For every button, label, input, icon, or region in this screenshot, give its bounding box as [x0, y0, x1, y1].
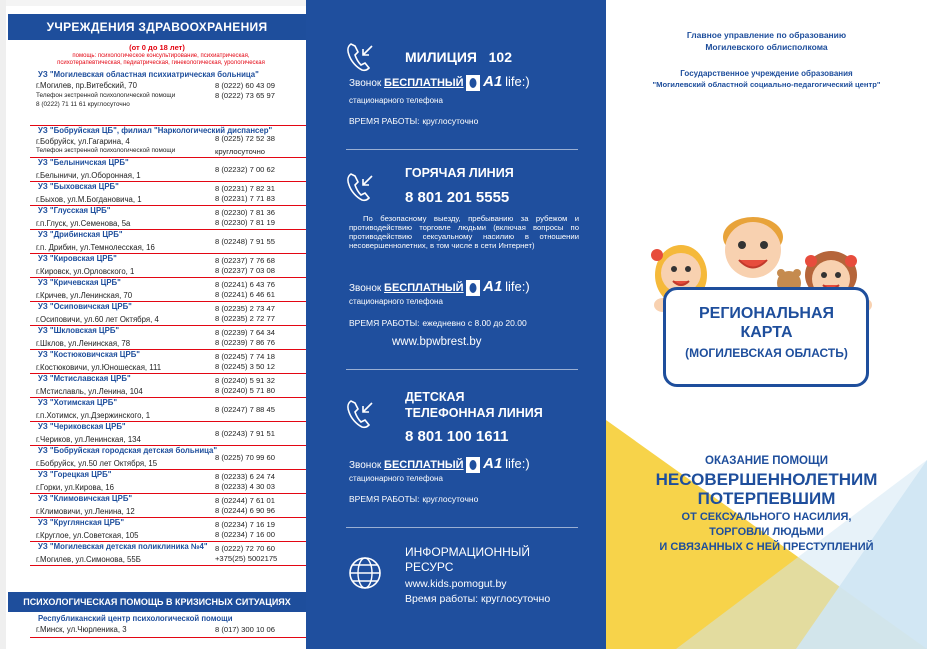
institution-phone-2: 8 (02237) 7 03 08 [215, 266, 275, 275]
org1-line1: Главное управление по образованию [686, 30, 847, 40]
institution-name: УЗ "Белыничская ЦРБ" [38, 158, 129, 167]
institution-entry [30, 278, 306, 302]
institution-phone-2: 8 (02241) 6 46 61 [215, 290, 275, 299]
child-line-hours [349, 494, 478, 505]
call-prefix: Звонок [349, 283, 382, 294]
crisis-entry-phone: 8 (017) 300 10 06 [215, 625, 275, 634]
institution-name: УЗ "Горецкая ЦРБ" [38, 470, 112, 479]
operator-mts-icon [466, 75, 480, 91]
child-line-title-2: ТЕЛЕФОННАЯ ЛИНИЯ [405, 406, 543, 420]
institution-phone: 8 (02247) 7 88 45 [215, 405, 275, 414]
child-line-number: 8 801 100 1611 [405, 428, 509, 445]
institution-address: г.Кричев, ул.Ленинская, 70 [36, 291, 133, 300]
operator-a1-icon: A1 [483, 278, 503, 295]
institution-name: УЗ "Осиповичская ЦРБ" [38, 302, 132, 311]
institution-name: УЗ "Бобруйская ЦБ", филиал "Наркологический диспансер" [38, 126, 273, 135]
card-title-2: КАРТА [740, 324, 793, 341]
police-call-suffix: стационарного телефона [349, 96, 443, 105]
institution-phone-2: 8 (02233) 4 30 03 [215, 482, 275, 491]
institution-phone: 8 (0225) 70 99 60 [215, 453, 275, 462]
institution-phone-2: 8 (02244) 6 90 96 [215, 506, 275, 515]
institution-name: УЗ "Костюковичская ЦРБ" [38, 350, 140, 359]
call-free: БЕСПЛАТНЫЙ [384, 282, 464, 294]
institution-entry [30, 206, 306, 230]
hours-label: ВРЕМЯ РАБОТЫ: [349, 494, 420, 504]
institution-phone: 8 (02232) 7 00 62 [215, 165, 275, 174]
call-prefix: Звонок [349, 460, 382, 471]
emergency-line-label: Телефон экстренной психологической помощи [36, 92, 176, 99]
institution-phone-2: 8 (02235) 2 72 77 [215, 314, 275, 323]
hotline-call-suffix: стационарного телефона [349, 297, 443, 306]
institution-name: УЗ "Кировская ЦРБ" [38, 254, 117, 263]
institution-address: г.Бобруйск, ул.50 лет Октября, 15 [36, 459, 158, 468]
institution-phone: 8 (02234) 7 16 19 [215, 520, 275, 529]
call-free: БЕСПЛАТНЫЙ [384, 77, 464, 89]
phone-call-icon [346, 40, 374, 72]
police-number: 102 [488, 49, 512, 65]
institution-address: г.п. Дрибин, ул.Темнолесская, 16 [36, 243, 155, 252]
help-line-6: И СВЯЗАННЫХ С НЕЙ ПРЕСТУПЛЕНИЙ [659, 541, 874, 553]
institution-name: УЗ "Мстиславская ЦРБ" [38, 374, 131, 383]
help-line-5: ТОРГОВЛИ ЛЮДЬМИ [709, 526, 824, 538]
institution-name: УЗ "Круглянская ЦРБ" [38, 518, 125, 527]
institution-phone: 8 (02244) 7 61 01 [215, 496, 275, 505]
institution-name: УЗ "Быховская ЦРБ" [38, 182, 119, 191]
child-line-call-info [349, 455, 530, 473]
institution-address: г.Бобруйск, ул.Гагарина, 4 [36, 137, 130, 146]
institution-phone-2: 8 (02245) 3 50 12 [215, 362, 275, 371]
hours-value: круглосуточно [422, 494, 479, 504]
left-panel [8, 6, 306, 649]
page-left-margin [0, 0, 6, 649]
institution-entry [30, 446, 306, 470]
institution-name: УЗ "Бобруйская городская детская больница" [38, 446, 218, 455]
institution-entry [30, 374, 306, 398]
hotline-hours [349, 318, 527, 329]
card-title-3: (МОГИЛЕВСКАЯ ОБЛАСТЬ) [685, 346, 848, 360]
help-line-2: НЕСОВЕРШЕННОЛЕТНИМ [655, 470, 878, 489]
institution-address: г.п.Глуск, ул.Семенова, 5а [36, 219, 131, 228]
phone-call-icon [346, 397, 374, 429]
institution-name: УЗ "Хотимская ЦРБ" [38, 398, 118, 407]
divider [346, 369, 578, 370]
institution-address: г.Костюковичи, ул.Юношеская, 111 [36, 363, 162, 372]
card-title-1: РЕГИОНАЛЬНАЯ [699, 305, 834, 322]
institution-name: УЗ "Чериковская ЦРБ" [38, 422, 126, 431]
institution-address: г.Чериков, ул.Ленинская, 134 [36, 435, 141, 444]
institution-address: г.Кировск, ул.Орловского, 1 [36, 267, 135, 276]
info-hours: Время работы: круглосуточно [405, 593, 551, 605]
hotline-website[interactable]: www.bpwbrest.by [392, 336, 482, 348]
institution-name: УЗ "Могилевская детская поликлиника №4" [38, 542, 208, 551]
institution-phone-2: 8 (02240) 5 71 80 [215, 386, 275, 395]
hours-label: ВРЕМЯ РАБОТЫ: [349, 116, 420, 126]
institution-entry [30, 350, 306, 374]
police-call-info [349, 73, 530, 91]
police-label: МИЛИЦИЯ [405, 49, 477, 65]
info-title-2: РЕСУРС [405, 560, 454, 574]
institution-entry [30, 254, 306, 278]
middle-panel [306, 0, 606, 649]
institution-phone-2: 8 (02231) 7 71 83 [215, 194, 275, 203]
institution-phone: 8 (02237) 7 76 68 [215, 256, 275, 265]
emergency-line-label: Телефон экстренной психологической помощи [36, 147, 176, 154]
services-description [22, 53, 300, 67]
help-line-1: ОКАЗАНИЕ ПОМОЩИ [705, 455, 828, 467]
operator-life-icon: life:) [505, 74, 530, 89]
org2-line2: "Могилевский областной социально-педагогический центр" [652, 80, 881, 89]
institution-address: г.Климовичи, ул.Ленина, 12 [36, 507, 135, 516]
org1-line2: Могилевского облисполкома [705, 42, 828, 52]
help-line-4: ОТ СЕКСУАЛЬНОГО НАСИЛИЯ, [681, 511, 852, 523]
operator-mts-icon [466, 280, 480, 296]
crisis-entry [30, 614, 306, 638]
hotline-number: 8 801 201 5555 [405, 189, 510, 206]
operator-mts-icon [466, 457, 480, 473]
globe-icon [348, 556, 382, 590]
emergency-line-hours: круглосуточно [215, 147, 266, 156]
crisis-header: ПСИХОЛОГИЧЕСКАЯ ПОМОЩЬ В КРИЗИСНЫХ СИТУАЦИЯХ [8, 592, 306, 612]
institution-phone-2: 8 (02230) 7 81 19 [215, 218, 275, 227]
institution-phone: 8 (0225) 72 52 38 [215, 134, 275, 143]
police-title [405, 49, 512, 65]
institution-address: г.Могилев, пр.Витебский, 70 [36, 81, 137, 90]
institution-entry [30, 398, 306, 422]
child-line-call-suffix: стационарного телефона [349, 474, 443, 483]
police-hours [349, 116, 478, 127]
institution-name: УЗ "Кричевская ЦРБ" [38, 278, 121, 287]
institution-name: УЗ "Глусская ЦРБ" [38, 206, 111, 215]
institution-address: г.Шклов, ул.Ленинская, 78 [36, 339, 131, 348]
age-range: (от 0 до 18 лет) [129, 43, 185, 52]
institution-entry [30, 494, 306, 518]
institution-phone: 8 (02230) 7 81 36 [215, 208, 275, 217]
institution-phone: 8 (02240) 5 91 32 [215, 376, 275, 385]
institution-phone: 8 (02248) 7 91 55 [215, 237, 275, 246]
institution-entry [30, 470, 306, 494]
operator-life-icon: life:) [505, 456, 530, 471]
institution-phone: 8 (0222) 72 70 60 [215, 544, 275, 553]
hours-value: ежедневно с 8.00 до 20.00 [422, 318, 527, 328]
emergency-line-number: 8 (0222) 71 11 61 круглосуточно [36, 101, 130, 108]
institution-phone: 8 (02235) 2 73 47 [215, 304, 275, 313]
institution-phone: 8 (0222) 60 43 09 [215, 81, 275, 90]
hours-value: круглосуточно [422, 116, 479, 126]
institution-entry [30, 302, 306, 326]
institution-entry [30, 518, 306, 542]
institution-entry [30, 158, 306, 182]
hotline-title: ГОРЯЧАЯ ЛИНИЯ [405, 166, 514, 180]
institution-phone-2: 8 (0222) 73 65 97 [215, 91, 275, 100]
institution-entry [30, 70, 306, 126]
institution-phone: 8 (02243) 7 91 51 [215, 429, 275, 438]
crisis-entry-address: г.Минск, ул.Чюрленика, 3 [36, 625, 127, 634]
institution-name: УЗ "Могилевская областная психиатрическая больница" [38, 70, 259, 79]
right-panel [606, 0, 927, 649]
institution-address: г.Круглое, ул.Советская, 105 [36, 531, 139, 540]
operator-a1-icon: A1 [483, 455, 503, 472]
institution-address: г.Осиповичи, ул.60 лет Октября, 4 [36, 315, 159, 324]
institution-phone: 8 (02241) 6 43 76 [215, 280, 275, 289]
child-line-title-1: ДЕТСКАЯ [405, 390, 465, 404]
institution-address: г.Горки, ул.Кирова, 16 [36, 483, 114, 492]
crisis-entry-name: Республиканский центр психологической помощи [38, 614, 233, 623]
services-line-2: психотерапевтическая, педиатрическая, гинекологическая, урологическая [57, 60, 265, 66]
call-prefix: Звонок [349, 78, 382, 89]
institution-address: г.Мстиславль, ул.Ленина, 104 [36, 387, 143, 396]
institution-entry [30, 422, 306, 446]
hotline-call-info [349, 278, 530, 296]
institution-entry [30, 182, 306, 206]
call-free: БЕСПЛАТНЫЙ [384, 459, 464, 471]
help-line-3: ПОТЕРПЕВШИМ [697, 489, 836, 508]
institution-phone: 8 (02231) 7 82 31 [215, 184, 275, 193]
hotline-description: По безопасному выезду, пребыванию за рубежом и противодействию торговле людьми (включая вопросы по противодействию сексуальному насилию в отношении несовершеннолетних, в том числе в сети Интернет) [349, 214, 579, 250]
institution-name: УЗ "Дрибинская ЦРБ" [38, 230, 123, 239]
institution-address: г.Быхов, ул.М.Богдановича, 1 [36, 195, 142, 204]
info-title-1: ИНФОРМАЦИОННЫЙ [405, 545, 531, 559]
institution-phone-2: 8 (02234) 7 16 00 [215, 530, 275, 539]
institution-phone: 8 (02245) 7 74 18 [215, 352, 275, 361]
divider [346, 149, 578, 150]
phone-call-icon [346, 170, 374, 202]
institution-entry [30, 542, 306, 566]
institution-address: г.Могилев, ул.Симонова, 55Б [36, 555, 141, 564]
institution-phone-2: +375(25) 5002175 [215, 554, 278, 563]
org2-line1: Государственное учреждение образования [680, 69, 853, 78]
hours-label: ВРЕМЯ РАБОТЫ: [349, 318, 420, 328]
institution-name: УЗ "Шкловская ЦРБ" [38, 326, 120, 335]
institution-entry [30, 126, 306, 158]
healthcare-header: УЧРЕЖДЕНИЯ ЗДРАВООХРАНЕНИЯ [8, 14, 306, 40]
divider [346, 527, 578, 528]
operator-a1-icon: A1 [483, 73, 503, 90]
institution-phone: 8 (02233) 6 24 74 [215, 472, 275, 481]
institution-name: УЗ "Климовичская ЦРБ" [38, 494, 133, 503]
institution-address: г.Белыничи, ул.Оборонная, 1 [36, 171, 141, 180]
institution-phone-2: 8 (02239) 7 86 76 [215, 338, 275, 347]
institution-phone: 8 (02239) 7 64 34 [215, 328, 275, 337]
info-website[interactable]: www.kids.pomogut.by [405, 578, 507, 590]
operator-life-icon: life:) [505, 279, 530, 294]
institution-entry [30, 326, 306, 350]
institution-entry [30, 230, 306, 254]
services-line-1: помощь: психологическое консультирование, психиатрическая, [72, 53, 250, 59]
institution-address: г.п.Хотимск, ул.Дзержинского, 1 [36, 411, 151, 420]
